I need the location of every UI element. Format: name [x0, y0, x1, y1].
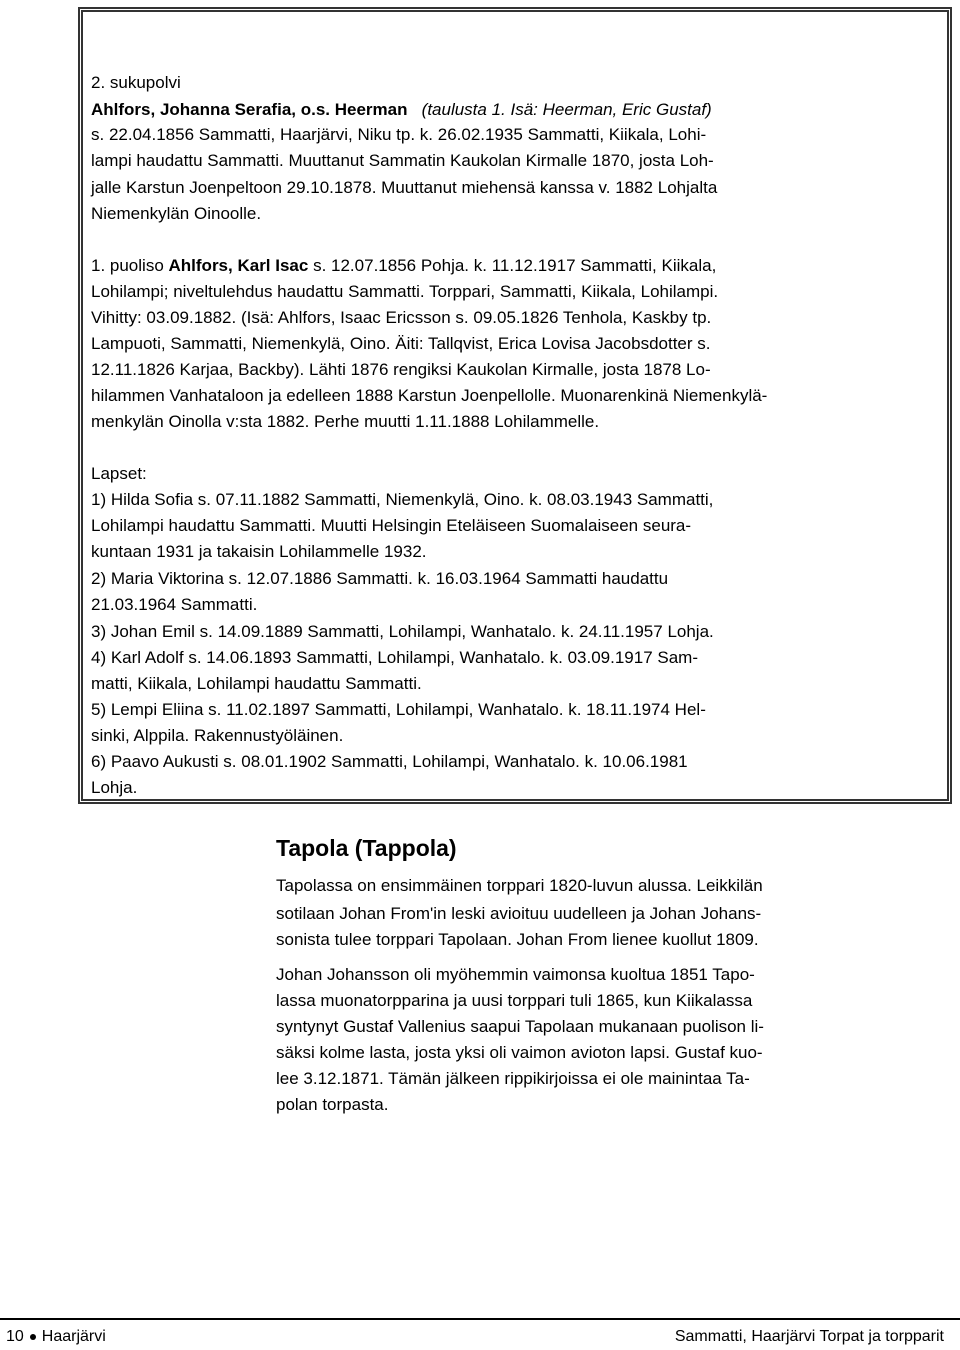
child-line-4: 2) Maria Viktorina s. 12.07.1886 Sammatti. k. 16.03.1964 Sammatti haudattu: [91, 569, 669, 588]
tapola-p1-line-3: sonista tulee torppari Tapolaan. Johan From lienee kuollut 1809.: [276, 930, 759, 949]
bio-line-2: lampi haudattu Sammatti. Muuttanut Sammatin Kaukolan Kirmalle 1870, josta Loh-: [91, 151, 714, 170]
tapola-p2-line-2: lassa muonatorpparina ja uusi torppari tuli 1865, kun Kiikalassa: [276, 991, 753, 1010]
child-line-5: 21.03.1964 Sammatti.: [91, 595, 258, 614]
spouse-prefix: 1. puoliso: [91, 256, 164, 275]
footer-left: [6, 1328, 106, 1346]
tapola-p2-line-5: lee 3.12.1871. Tämän jälkeen rippikirjoissa ei ole mainintaa Ta-: [276, 1069, 750, 1088]
tapola-p2-line-1: Johan Johansson oli myöhemmin vaimonsa kuoltua 1851 Tapo-: [276, 965, 755, 984]
person-name: Ahlfors, Johanna Serafia, o.s. Heerman: [91, 100, 408, 119]
child-line-9: 5) Lempi Eliina s. 11.02.1897 Sammatti, Lohilampi, Wanhatalo. k. 18.11.1974 Hel-: [91, 700, 706, 719]
tapola-p2-line-4: säksi kolme lasta, josta yksi oli vaimon avioton lapsi. Gustaf kuo-: [276, 1043, 763, 1062]
bio-line-3: jalle Karstun Joenpeltoon 29.10.1878. Muuttanut miehensä kanssa v. 1882 Lohjalta: [91, 178, 718, 197]
spouse-first-rest: s. 12.07.1856 Pohja. k. 11.12.1917 Sammatti, Kiikala,: [313, 256, 717, 275]
spouse-first-line: [91, 256, 716, 276]
section-title: Tapola (Tappola): [276, 835, 457, 861]
bio-line-4: Niemenkylän Oinoolle.: [91, 204, 262, 223]
spouse-line-6: menkylän Oinolla v:sta 1882. Perhe muutti 1.11.1888 Lohilammelle.: [91, 412, 600, 431]
spouse-line-2: Vihitty: 03.09.1882. (Isä: Ahlfors, Isaac Ericsson s. 09.05.1826 Tenhola, Kaskby tp.: [91, 308, 712, 327]
child-line-1: 1) Hilda Sofia s. 07.11.1882 Sammatti, Niemenkylä, Oino. k. 08.03.1943 Sammatti,: [91, 490, 714, 509]
bullet-icon: [30, 1334, 36, 1340]
footer-rule: [0, 1318, 960, 1320]
child-line-12: Lohja.: [91, 778, 138, 797]
child-line-7: 4) Karl Adolf s. 14.06.1893 Sammatti, Lohilampi, Wanhatalo. k. 03.09.1917 Sam-: [91, 648, 698, 667]
tapola-p1-line-1: Tapolassa on ensimmäinen torppari 1820-luvun alussa. Leikkilän: [276, 876, 763, 895]
child-line-2: Lohilampi haudattu Sammatti. Muutti Helsingin Eteläiseen Suomalaiseen seura-: [91, 516, 692, 535]
children-heading: Lapset:: [91, 464, 147, 483]
tapola-p2-line-3: syntynyt Gustaf Vallenius saapui Tapolaan mukanaan puolison li-: [276, 1017, 764, 1036]
spouse-line-3: Lampuoti, Sammatti, Niemenkylä, Oino. Äiti: Tallqvist, Erica Lovisa Jacobsdotter s.: [91, 334, 711, 353]
footer-left-title: Haarjärvi: [41, 1328, 106, 1345]
child-line-10: sinki, Alppila. Rakennustyöläinen.: [91, 726, 344, 745]
generation-label: 2. sukupolvi: [91, 73, 181, 92]
person-heading: [91, 100, 712, 120]
child-line-8: matti, Kiikala, Lohilampi haudattu Sammatti.: [91, 674, 422, 693]
child-line-11: 6) Paavo Aukusti s. 08.01.1902 Sammatti, Lohilampi, Wanhatalo. k. 10.06.1981: [91, 752, 688, 771]
page-number: 10: [6, 1328, 24, 1345]
child-line-6: 3) Johan Emil s. 14.09.1889 Sammatti, Lohilampi, Wanhatalo. k. 24.11.1957 Lohja.: [91, 622, 714, 641]
person-parent: (taulusta 1. Isä: Heerman, Eric Gustaf): [421, 100, 712, 119]
spouse-name: Ahlfors, Karl Isac: [168, 256, 309, 275]
tapola-p2-line-6: polan torpasta.: [276, 1095, 389, 1114]
spouse-line-5: hilammen Vanhataloon ja edelleen 1888 Karstun Joenpellolle. Muonarenkinä Niemenkylä-: [91, 386, 768, 405]
child-line-3: kuntaan 1931 ja takaisin Lohilammelle 1932.: [91, 542, 427, 561]
spouse-line-4: 12.11.1826 Karjaa, Backby). Lähti 1876 rengiksi Kaukolan Kirmalle, josta 1878 Lo-: [91, 360, 711, 379]
spouse-line-1: Lohilampi; niveltulehdus haudattu Sammatti. Torppari, Sammatti, Kiikala, Lohilampi.: [91, 282, 719, 301]
bio-line-1: s. 22.04.1856 Sammatti, Haarjärvi, Niku tp. k. 26.02.1935 Sammatti, Kiikala, Lohi-: [91, 125, 707, 144]
footer-right-title: Sammatti, Haarjärvi Torpat ja torpparit: [674, 1328, 944, 1345]
tapola-p1-line-2: sotilaan Johan From'in leski avioituu uudelleen ja Johan Johans-: [276, 904, 762, 923]
